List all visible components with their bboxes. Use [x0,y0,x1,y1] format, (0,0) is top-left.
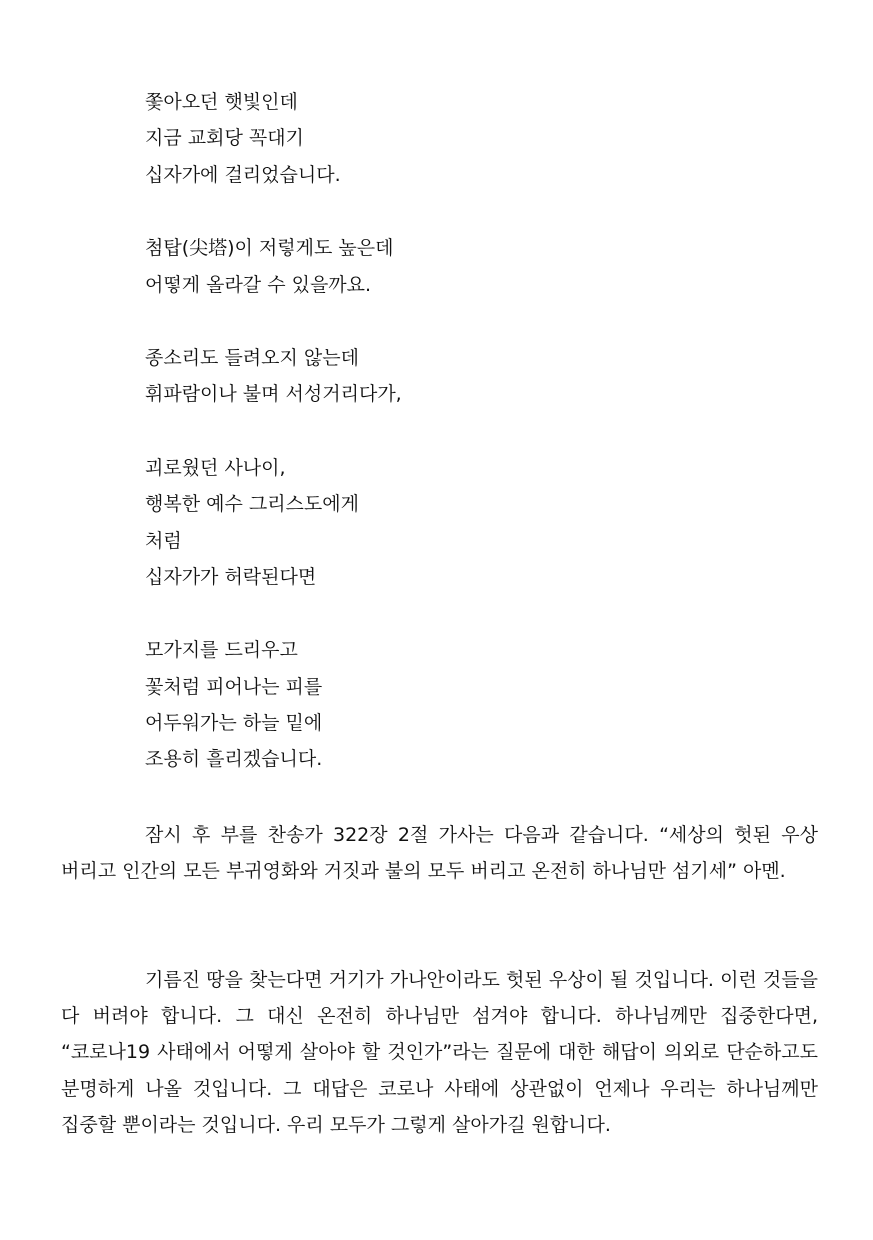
poem-line: 어떻게 올라갈 수 있을까요. [145,273,372,296]
poem [145,84,745,815]
poem-stanza-5 [145,632,745,778]
poem-stanza-2 [145,230,745,303]
poem-line: 모가지를 드리우고 [145,639,298,662]
poem-line: 첨탑(尖塔)이 저렇게도 높은데 [145,237,394,260]
poem-stanza-1 [145,84,745,193]
poem-line: 십자가가 허락된다면 [145,565,317,588]
poem-line: 지금 교회당 꼭대기 [145,127,304,150]
poem-stanza-3 [145,340,745,413]
poem-line: 십자가에 걸리었습니다. [145,163,341,186]
poem-line: 괴로웠던 사나이, [145,456,286,479]
paragraph-conclusion: 기름진 땅을 찾는다면 거기가 가나안이라도 헛된 우상이 될 것입니다. 이런 것들을 다 버려야 합니다. 그 대신 온전히 하나님만 섬겨야 합니다. 하나님께만 집중한다면, “코로나19 사태에서 어떻게 살아야 할 것인가”라는 질문에 대한 해답이 의외로 단순하고도 분명하게 나올 것입니다. 그 대답은 코로나 사태에 상관없이 언제나 우리는 하나님께만 집중할 뿐이라는 것입니다. 우리 모두가 그렇게 살아가길 원합니다. [61,969,818,1136]
poem-line: 쫓아오던 햇빛인데 [145,91,298,113]
poem-line: 어두워가는 하늘 밑에 [145,712,323,735]
poem-line: 행복한 예수 그리스도에게 [145,493,359,516]
poem-stanza-4 [145,450,745,596]
poem-line: 휘파람이나 불며 서성거리다가, [145,383,402,406]
paragraph-hymn: 잠시 후 부를 찬송가 322장 2절 가사는 다음과 같습니다. “세상의 헛된 우상 버리고 인간의 모든 부귀영화와 거짓과 불의 모두 버리고 온전히 하나님만 섬기세” 아멘. [61,824,818,883]
poem-line: 종소리도 들려오지 않는데 [145,346,359,369]
poem-line: 처럼 [145,529,182,552]
poem-line: 조용히 흘리겠습니다. [145,748,323,771]
poem-line: 꽃처럼 피어나는 피를 [145,675,323,698]
